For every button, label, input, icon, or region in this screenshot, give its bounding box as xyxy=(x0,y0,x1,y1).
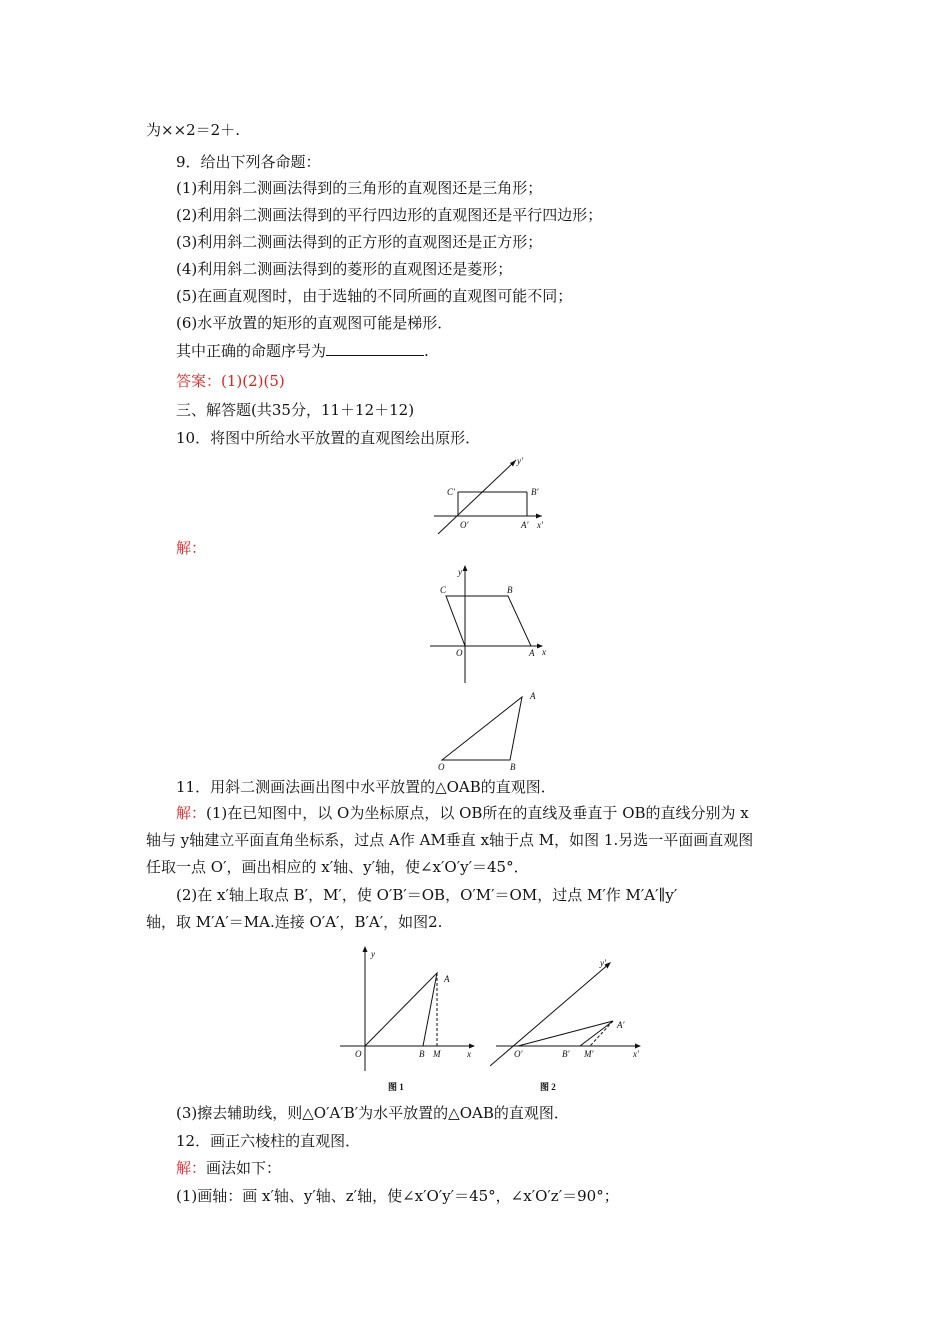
label-b: B xyxy=(507,585,513,595)
figure-q10-intuitive xyxy=(430,452,560,542)
label-y-prime: y′ xyxy=(517,456,523,466)
solution-q11-step1-cont: 轴与 y轴建立平面直角坐标系，过点 A作 AM垂直 x轴于点 M，如图 1.另选一平面画直观图 xyxy=(146,831,754,849)
solution-q12-step1: (1)画轴：画 x′轴、y′轴、z′轴，使∠x′O′y′＝45°，∠x′O′z′＝90°； xyxy=(176,1187,619,1205)
answer-value: (1)(2)(5) xyxy=(221,372,285,390)
label-a-prime: A′ xyxy=(521,520,529,530)
figure-q11-triangle xyxy=(432,688,552,774)
question-9-prompt xyxy=(176,341,429,361)
figure-q10-original xyxy=(430,562,555,687)
label-b: B xyxy=(419,1049,425,1059)
question-9: 9．给出下列各命题： xyxy=(176,153,321,171)
label-o-prime: O′ xyxy=(460,520,469,530)
label-a: A xyxy=(444,974,450,984)
question-11: 11．用斜二测画法画出图中水平放置的△OAB的直观图． xyxy=(176,778,556,796)
label-o: O xyxy=(355,1049,362,1059)
solution-label-q10: 解： xyxy=(176,539,207,557)
label-y: y xyxy=(371,949,375,959)
label-a: A xyxy=(529,648,535,658)
solution-q11-step2-cont: 轴，取 M′A′＝MA.连接 O′A′，B′A′，如图2. xyxy=(146,913,443,931)
proposition-2: (2)利用斜二测画法得到的平行四边形的直观图还是平行四边形； xyxy=(176,206,603,224)
prompt-end: . xyxy=(424,342,429,360)
step1-text: (1)在已知图中，以 O为坐标原点，以 OB所在的直线及垂直于 OB的直线分别为 x xyxy=(206,804,749,822)
label-x-prime: x′ xyxy=(537,520,543,530)
label-x: x xyxy=(467,1049,471,1059)
prompt-text: 其中正确的命题序号为 xyxy=(176,342,327,360)
label-c: C xyxy=(440,585,447,595)
question-12: 12．画正六棱柱的直观图． xyxy=(176,1132,361,1150)
label-x: x xyxy=(542,647,546,657)
label-m: M xyxy=(433,1049,441,1059)
solution-label: 解： xyxy=(176,804,207,822)
figure-1 xyxy=(340,943,480,1093)
section-3-heading: 三、解答题(共35分，11＋12＋12) xyxy=(176,401,415,419)
label-o: O xyxy=(438,762,445,772)
figure-caption: 图 2 xyxy=(540,1082,556,1092)
proposition-4: (4)利用斜二测画法得到的菱形的直观图还是菱形； xyxy=(176,260,513,278)
figure-2 xyxy=(490,943,650,1093)
figure-caption: 图 1 xyxy=(388,1082,404,1092)
label-o: O xyxy=(456,648,463,658)
label-o-prime: O′ xyxy=(514,1049,523,1059)
proposition-3: (3)利用斜二测画法得到的正方形的直观图还是正方形； xyxy=(176,233,543,251)
proposition-6: (6)水平放置的矩形的直观图可能是梯形． xyxy=(176,314,453,332)
label-y-prime: y′ xyxy=(600,958,606,968)
label-m-prime: M′ xyxy=(584,1049,594,1059)
solution-q11-step1-cont2: 任取一点 O′，画出相应的 x′轴、y′轴，使∠x′O′y′＝45°． xyxy=(146,858,529,876)
label-c-prime: C′ xyxy=(447,487,455,497)
answer-label: 答案： xyxy=(176,372,222,390)
solution-q11-step3: (3)擦去辅助线，则△O′A′B′为水平放置的△OAB的直观图． xyxy=(176,1104,569,1122)
label-b-prime: B′ xyxy=(562,1049,570,1059)
label-y: y xyxy=(458,567,462,577)
label-a: A xyxy=(530,691,536,701)
text-line: 为××2＝2＋. xyxy=(146,121,240,139)
answer-blank xyxy=(326,341,424,356)
solution-q11-step1 xyxy=(176,803,749,823)
label-x-prime: x′ xyxy=(633,1049,639,1059)
solution-q11-step2: (2)在 x′轴上取点 B′，M′，使 O′B′＝OB，O′M′＝OM，过点 M′作 M′A′∥y′ xyxy=(176,886,678,904)
solution-q12 xyxy=(176,1158,281,1178)
label-a-prime: A′ xyxy=(617,1020,625,1030)
solution-text: 画法如下： xyxy=(206,1159,282,1177)
proposition-5: (5)在画直观图时，由于选轴的不同所画的直观图可能不同； xyxy=(176,287,573,305)
label-b-prime: B′ xyxy=(531,487,539,497)
proposition-1: (1)利用斜二测画法得到的三角形的直观图还是三角形； xyxy=(176,179,543,197)
question-10: 10．将图中所给水平放置的直观图绘出原形． xyxy=(176,429,481,447)
answer-line xyxy=(176,371,285,391)
solution-label: 解： xyxy=(176,1159,207,1177)
label-b: B xyxy=(510,762,516,772)
